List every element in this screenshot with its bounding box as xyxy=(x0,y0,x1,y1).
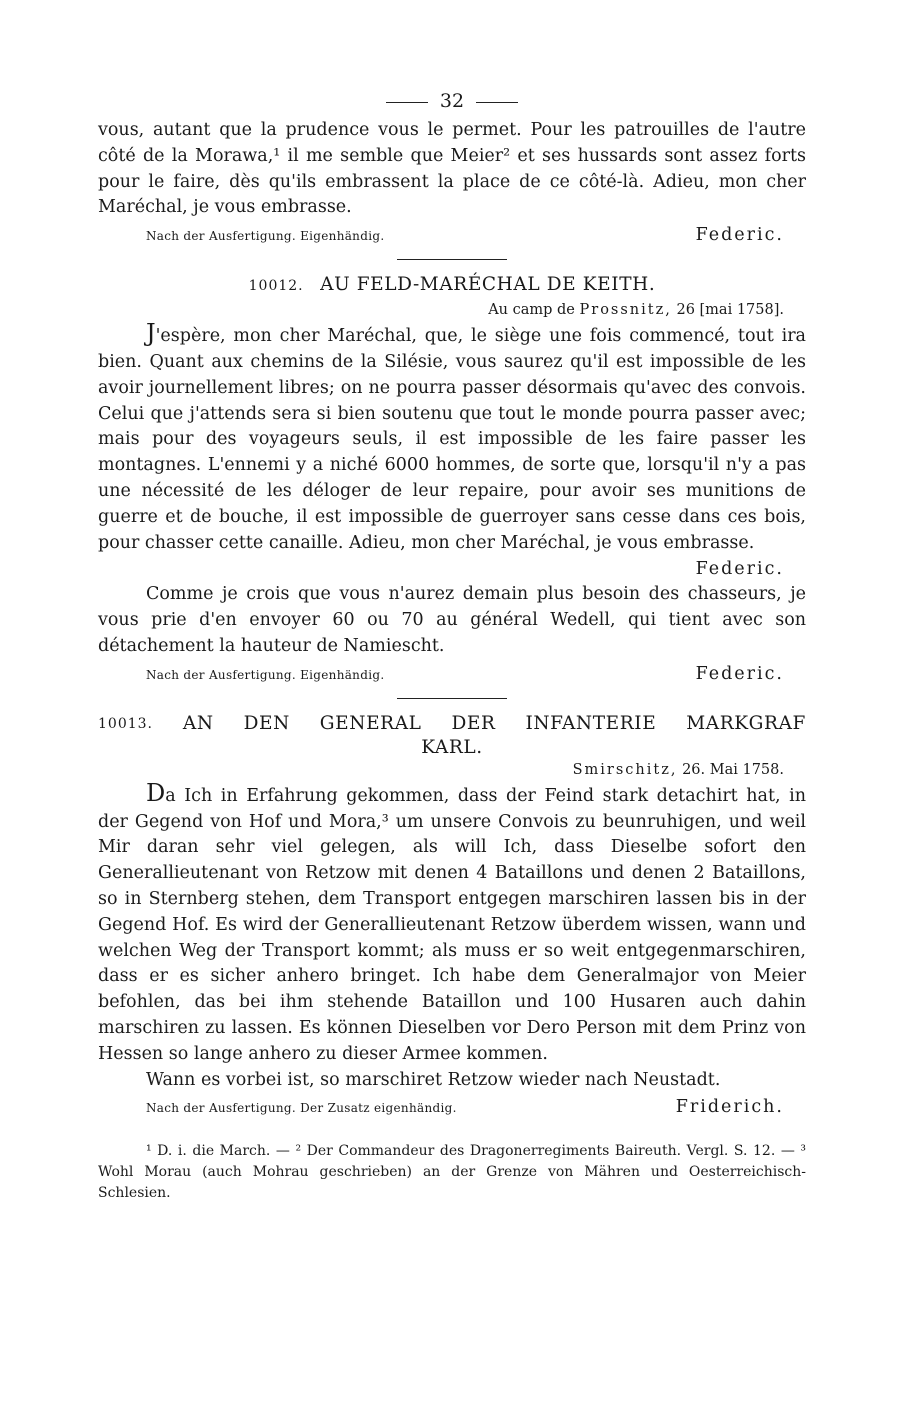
letter-number: 10013. xyxy=(98,715,153,732)
title-word: DER xyxy=(451,712,496,734)
letter-title-continued: KARL. xyxy=(421,736,483,758)
title-word: MARKGRAF xyxy=(686,712,806,734)
footnotes xyxy=(98,1141,806,1204)
signature: Federic. xyxy=(695,559,784,580)
continuation-meta xyxy=(98,225,806,245)
page-number: 32 xyxy=(98,84,806,118)
title-word: DEN xyxy=(243,712,290,734)
section-divider xyxy=(397,259,507,260)
postscript: Wann es vorbei ist, so marschiret Retzow wieder nach Neustadt. xyxy=(146,1069,721,1090)
title-word: GENERAL xyxy=(319,712,422,734)
letter-number: 10012. xyxy=(248,278,304,295)
signature: Federic. xyxy=(695,663,784,684)
letter-meta xyxy=(98,664,806,684)
drop-cap: J xyxy=(146,319,156,348)
postscript: Comme je crois que vous n'aurez demain plus besoin des chasseurs, je vous prie d'en envoyer 60 ou 70 au général Wedell, qui tient avec son détachement la hauteur de Namiescht. xyxy=(98,584,806,656)
title-word: INFANTERIE xyxy=(525,712,657,734)
letter-title: AU FELD-MARÉCHAL DE KEITH. xyxy=(320,274,656,296)
document-page xyxy=(98,84,806,1204)
letter-meta xyxy=(98,1097,806,1117)
signature: Federic. xyxy=(695,225,784,246)
continuation-text: vous, autant que la prudence vous le permet. Pour les patrouilles de l'autre côté de la Morawa,¹ il me semble que Meier² et ses hussards sont assez forts pour le faire, dès qu'ils embrassent la place de ce côté-là. Adieu, mon cher Maréchal, je vous embrasse. xyxy=(98,120,806,218)
footnote-text: ¹ D. i. die March. — ² Der Commandeur des Dragonerregiments Baireuth. Vergl. S. 12. — ³ Wohl Morau (auch Mohrau geschrieben) an der Grenze von Mähren und Oesterreichisch-Schlesien. xyxy=(98,1143,806,1202)
signature: Friderich. xyxy=(675,1097,784,1118)
letter-place-date: Smirschitz, 26. Mai 1758. xyxy=(572,761,784,778)
section-divider xyxy=(397,698,507,699)
page-number-dash-right xyxy=(476,102,518,103)
source-note: Nach der Ausfertigung. Eigenhändig. xyxy=(146,229,385,244)
letter-place-date: Au camp de Prossnitz, 26 [mai 1758]. xyxy=(488,302,784,319)
page-number-dash-left xyxy=(386,102,428,103)
source-note: Nach der Ausfertigung. Der Zusatz eigenhändig. xyxy=(146,1101,457,1116)
letter-body: J'espère, mon cher Maréchal, que, le siège une fois commencé, tout ira bien. Quant aux chemins de la Silésie, vous saurez qu'il est impossible de les avoir journellement libres; on ne pourra passer désormais qu'avec des convois. Celui que j'attends sera si bien soutenu que tout le monde pourra passer avec; mais pour des voyageurs seuls, il est impossible de les faire passer les montagnes. L'ennemi y a niché 6000 hommes, de sorte que, lorsqu'il n'y a pas une nécessité de les déloger de leur repaire, pour avoir ses munitions de guerre et de bouche, il est impossible de guerroyer sans cesse dans ces bois, pour chasser cette canaille. Adieu, mon cher Maréchal, je vous embrasse. xyxy=(98,319,806,553)
letter-heading xyxy=(98,711,806,737)
letter-body: Da Ich in Erfahrung gekommen, dass der Feind stark detachirt hat, in der Gegend von Hof und Mora,³ um unsere Convois zu beunruhigen, und weil Mir daran sehr viel gelegen, als will Ich, dass Dieselbe sofort den Generallieutenant von Retzow mit denen 4 Bataillons und denen 2 Bataillons, so in Sternberg stehen, dem Transport entgegen marschiren lassen bis in der Gegend Hof. Es wird der Generallieutenant Retzow überdem wissen, wann und welchen Weg der Transport kommt; als muss er so weit entgegenmarschiren, dass er es sicher anhero bringet. Ich habe dem Generalmajor von Meier befohlen, das bei ihm stehende Bataillon und 100 Husaren auch dahin marschiren zu lassen. Es können Dieselben vor Dero Person mit dem Prinz von Hessen so lange anhero zu dieser Armee kommen. xyxy=(98,778,806,1064)
letter-heading xyxy=(98,272,806,299)
title-word: AN xyxy=(182,712,214,734)
drop-cap: D xyxy=(146,778,166,807)
source-note: Nach der Ausfertigung. Eigenhändig. xyxy=(146,667,385,682)
